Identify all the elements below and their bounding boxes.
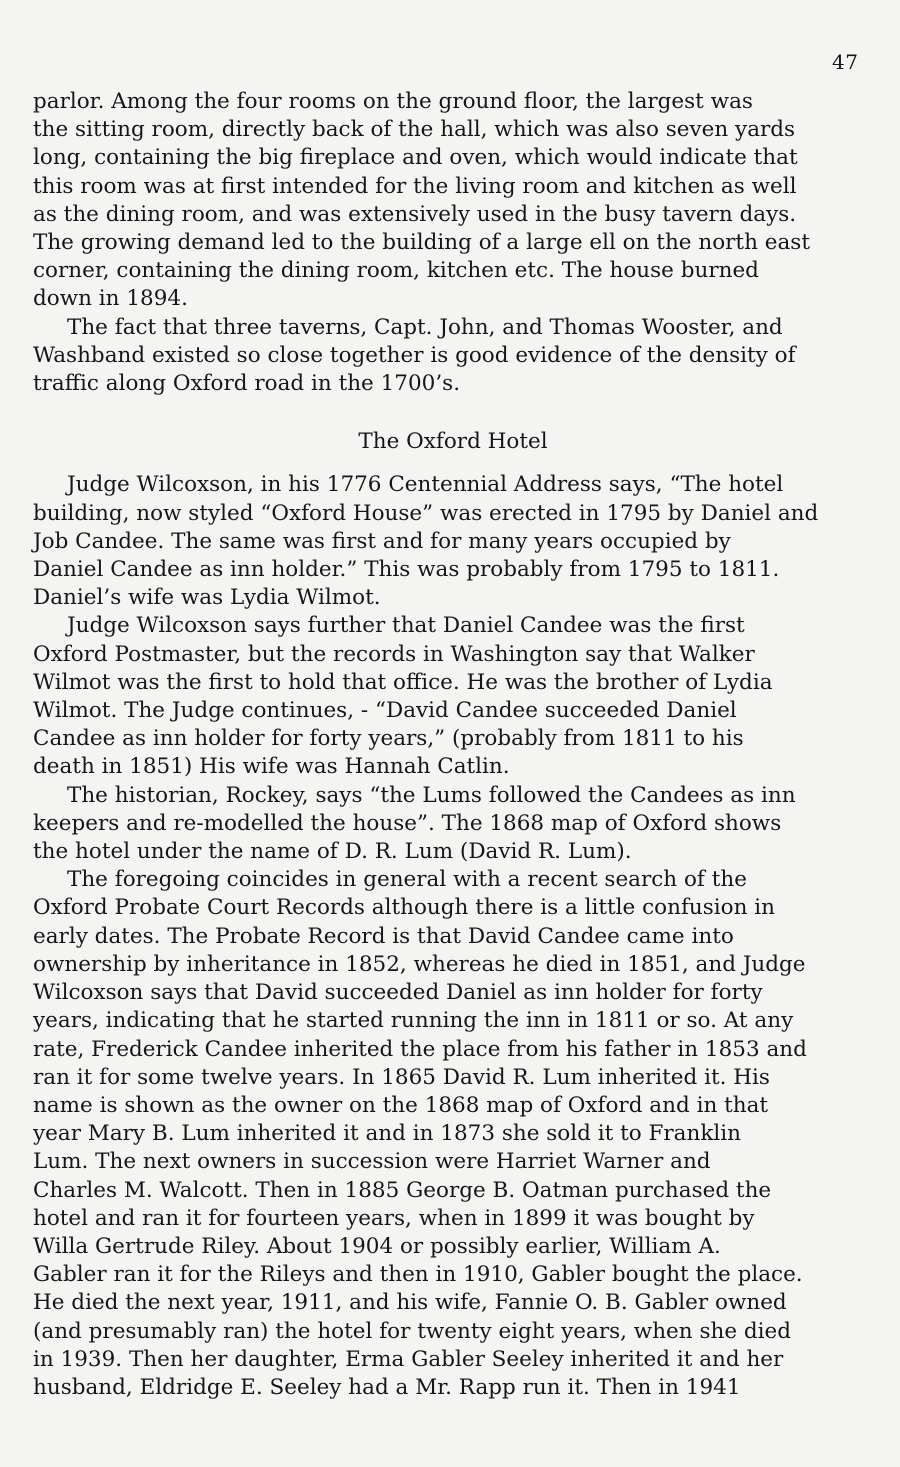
text-line: corner, containing the dining room, kitchen etc. The house burned: [33, 258, 759, 284]
text-line: Oxford Postmaster, but the records in Washington say that Walker: [33, 641, 755, 667]
text-line: year Mary B. Lum inherited it and in 1873 she sold it to Franklin: [33, 1121, 741, 1147]
text-line: name is shown as the owner on the 1868 map of Oxford and in that: [33, 1092, 769, 1118]
page-number: 47: [832, 50, 859, 74]
text-line: Judge Wilcoxson, in his 1776 Centennial Address says, “The hotel: [67, 472, 784, 498]
body-text: [33, 88, 873, 1402]
paragraph: [33, 866, 873, 1402]
paragraph: [33, 471, 873, 612]
text-line: in 1939. Then her daughter, Erma Gabler Seeley inherited it and her: [33, 1346, 784, 1372]
text-line: early dates. The Probate Record is that David Candee came into: [33, 923, 734, 949]
paragraph: [33, 314, 873, 399]
text-line: Oxford Probate Court Records although there is a little confusion in: [33, 895, 776, 921]
paragraph: [33, 782, 873, 867]
text-line: Charles M. Walcott. Then in 1885 George B. Oatman purchased the: [33, 1177, 772, 1203]
text-line: Willa Gertrude Riley. About 1904 or possibly earlier, William A.: [33, 1233, 721, 1259]
text-line: Candee as inn holder for forty years,” (probably from 1811 to his: [33, 726, 744, 752]
text-line: Washband existed so close together is good evidence of the density of: [33, 342, 796, 368]
paragraphs-before-heading: [33, 88, 873, 398]
text-line: Daniel Candee as inn holder.” This was probably from 1795 to 1811.: [33, 557, 780, 583]
text-line: Job Candee. The same was first and for many years occupied by: [33, 528, 731, 554]
text-line: keepers and re-modelled the house”. The 1868 map of Oxford shows: [33, 810, 782, 836]
paragraph: [33, 612, 873, 781]
text-line: The foregoing coincides in general with a recent search of the: [67, 867, 747, 893]
text-line: building, now styled “Oxford House” was erected in 1795 by Daniel and: [33, 500, 819, 526]
paragraphs-after-heading: [33, 471, 873, 1402]
section-heading: The Oxford Hotel: [358, 429, 548, 455]
text-line: death in 1851) His wife was Hannah Catlin.: [33, 754, 510, 780]
text-line: Wilmot. The Judge continues, - “David Candee succeeded Daniel: [33, 698, 737, 724]
text-line: The growing demand led to the building of a large ell on the north east: [33, 230, 810, 256]
text-line: long, containing the big fireplace and oven, which would indicate that: [33, 145, 798, 171]
text-line: The historian, Rockey, says “the Lums followed the Candees as inn: [67, 782, 796, 808]
text-line: husband, Eldridge E. Seeley had a Mr. Rapp run it. Then in 1941: [33, 1374, 741, 1400]
text-line: this room was at first intended for the living room and kitchen as well: [33, 173, 797, 199]
text-line: ran it for some twelve years. In 1865 David R. Lum inherited it. His: [33, 1064, 770, 1090]
text-line: (and presumably ran) the hotel for twenty eight years, when she died: [33, 1318, 792, 1344]
text-line: hotel and ran it for fourteen years, when in 1899 it was bought by: [33, 1205, 755, 1231]
text-line: traffic along Oxford road in the 1700’s.: [33, 371, 461, 397]
text-line: ownership by inheritance in 1852, whereas he died in 1851, and Judge: [33, 951, 806, 977]
text-line: parlor. Among the four rooms on the ground floor, the largest was: [33, 89, 753, 114]
text-line: Gabler ran it for the Rileys and then in 1910, Gabler bought the place.: [33, 1262, 803, 1288]
paragraph: [33, 88, 873, 314]
text-line: years, indicating that he started running the inn in 1811 or so. At any: [33, 1008, 794, 1034]
text-line: Lum. The next owners in succession were Harriet Warner and: [33, 1149, 711, 1175]
text-line: the hotel under the name of D. R. Lum (David R. Lum).: [33, 839, 632, 865]
text-line: Wilcoxson says that David succeeded Daniel as inn holder for forty: [33, 980, 763, 1006]
text-line: rate, Frederick Candee inherited the place from his father in 1853 and: [33, 1036, 807, 1062]
text-line: the sitting room, directly back of the hall, which was also seven yards: [33, 117, 796, 143]
text-line: Daniel’s wife was Lydia Wilmot.: [33, 585, 381, 611]
text-line: The fact that three taverns, Capt. John, and Thomas Wooster, and: [67, 314, 783, 340]
text-line: He died the next year, 1911, and his wife, Fannie O. B. Gabler owned: [33, 1290, 787, 1316]
text-line: as the dining room, and was extensively used in the busy tavern days.: [33, 201, 797, 227]
text-line: Wilmot was the first to hold that office. He was the brother of Lydia: [33, 669, 773, 695]
text-line: Judge Wilcoxson says further that Daniel Candee was the first: [67, 613, 745, 639]
text-line: down in 1894.: [33, 286, 188, 312]
